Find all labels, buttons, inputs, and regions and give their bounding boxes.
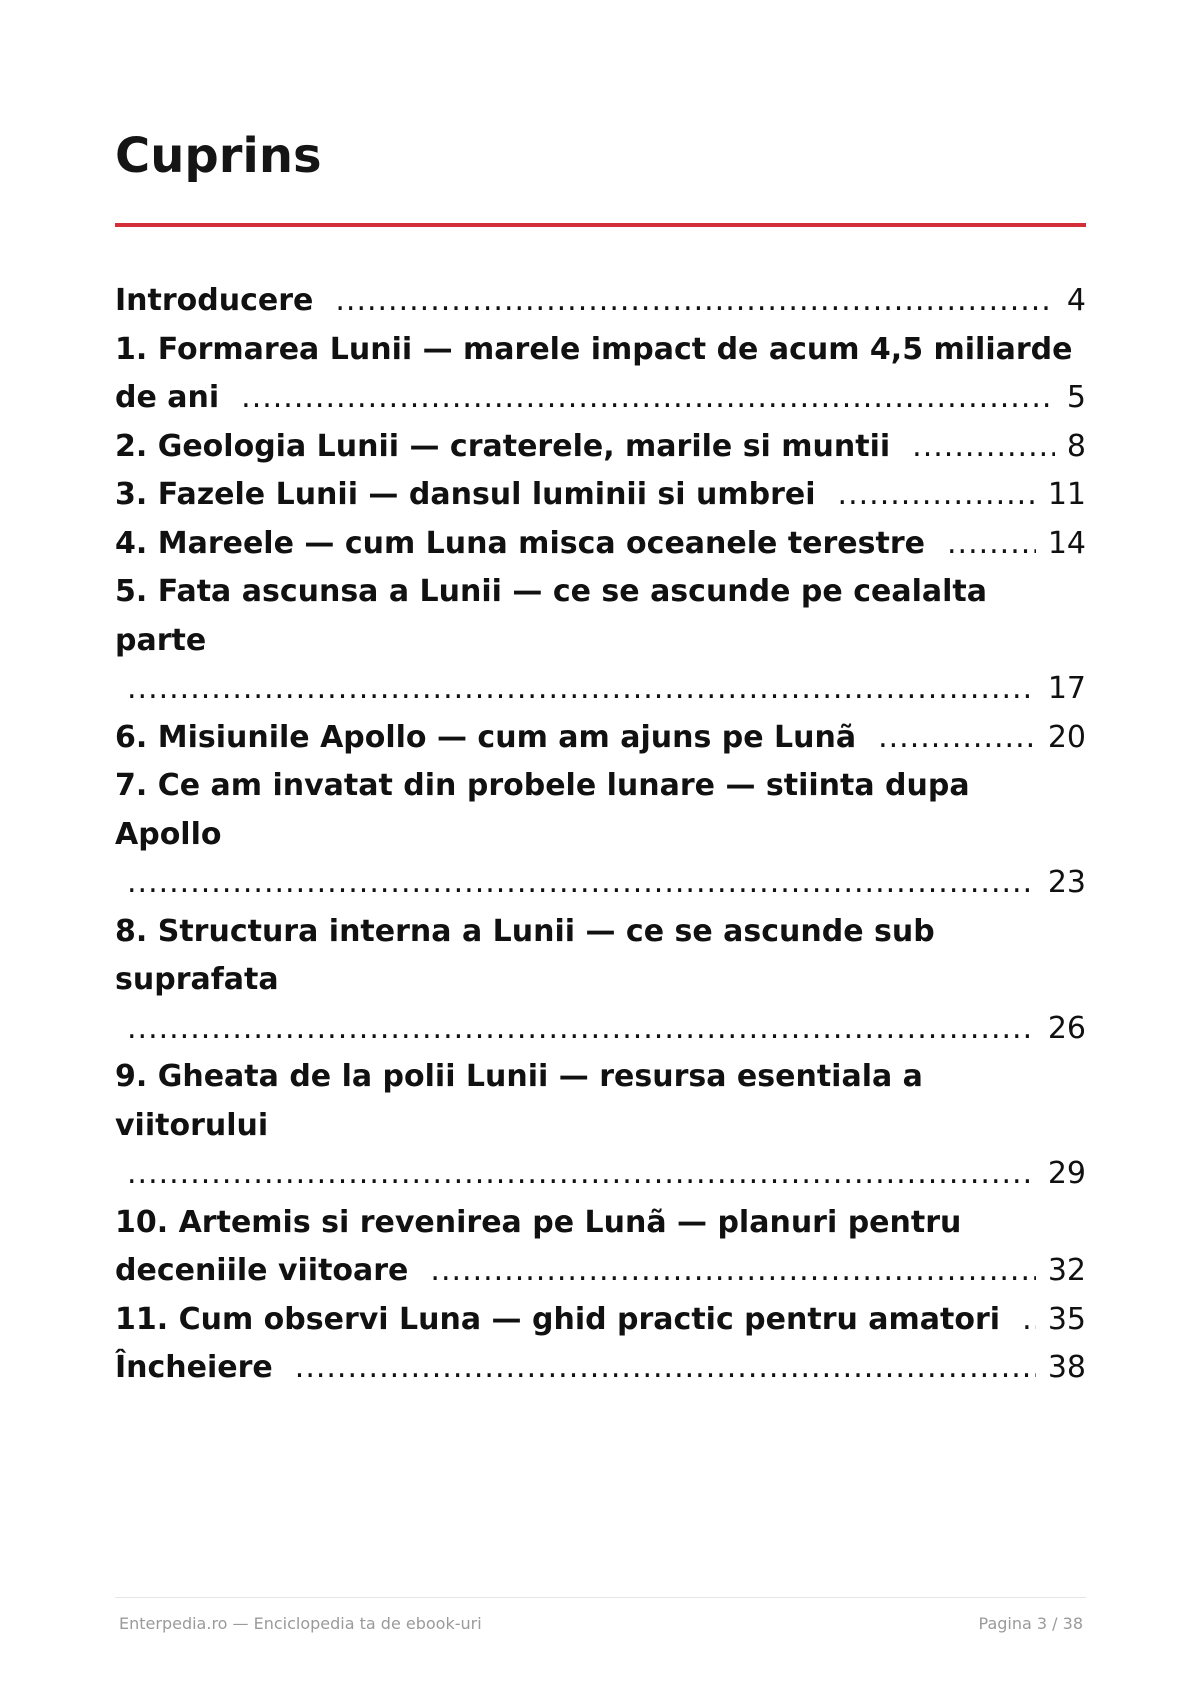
toc-entry-title-continuation: de ani — [115, 380, 220, 415]
toc-entry-title: 7. Ce am invatat din probele lunare — stiinta dupa Apollo — [115, 768, 970, 852]
toc-entry-chapter-10[interactable] — [115, 1199, 1086, 1296]
dot-leader — [947, 520, 1036, 569]
toc-entry-chapter-6[interactable] — [115, 714, 1086, 763]
table-of-contents — [115, 277, 1086, 1393]
toc-page-number: 32 — [1047, 1253, 1086, 1288]
dot-leader — [295, 1344, 1036, 1393]
toc-entry-chapter-3[interactable] — [115, 471, 1086, 520]
dot-leader — [430, 1247, 1035, 1296]
dot-leader — [241, 374, 1055, 423]
title-divider — [115, 223, 1086, 227]
page-title: Cuprins — [115, 128, 322, 184]
dot-leader — [127, 1150, 1036, 1199]
toc-page-number: 20 — [1047, 719, 1086, 755]
toc-page-number: 11 — [1047, 477, 1086, 512]
dot-leader — [912, 423, 1055, 472]
toc-entry-title: 2. Geologia Lunii — craterele, marile si muntii — [115, 428, 891, 464]
toc-entry-chapter-11[interactable] — [115, 1296, 1086, 1345]
dot-leader — [335, 277, 1055, 326]
toc-entry-introducere[interactable] — [115, 277, 1086, 326]
toc-entry-title: 11. Cum observi Luna — ghid practic pentru amatori — [115, 1301, 1001, 1337]
toc-entry-title: Încheiere — [115, 1350, 273, 1385]
toc-page-number: 17 — [1047, 671, 1086, 706]
toc-entry-title: 4. Mareele — cum Luna misca oceanele terestre — [115, 525, 925, 561]
toc-entry-chapter-5[interactable] — [115, 568, 1086, 714]
toc-entry-chapter-9[interactable] — [115, 1053, 1086, 1199]
toc-entry-title: 1. Formarea Lunii — marele impact de acum 4,5 miliarde — [115, 331, 1073, 367]
toc-entry-chapter-1[interactable] — [115, 326, 1086, 423]
toc-page-number: 23 — [1047, 865, 1086, 900]
toc-entry-title: 8. Structura interna a Lunii — ce se ascunde sub suprafata — [115, 913, 935, 997]
toc-entry-chapter-2[interactable] — [115, 423, 1086, 472]
toc-page-number: 35 — [1047, 1301, 1086, 1337]
toc-entry-title: 6. Misiunile Apollo — cum am ajuns pe Lunã — [115, 719, 857, 755]
dot-leader — [127, 1005, 1036, 1054]
toc-page-number: 4 — [1066, 283, 1086, 318]
dot-leader — [127, 859, 1036, 908]
toc-page-number: 14 — [1047, 525, 1086, 561]
toc-page-number: 29 — [1047, 1156, 1086, 1191]
dot-leader — [127, 665, 1036, 714]
toc-entry-title: 5. Fata ascunsa a Lunii — ce se ascunde pe cealalta parte — [115, 574, 987, 658]
toc-page-number: 5 — [1066, 380, 1086, 415]
footer-divider — [115, 1597, 1086, 1598]
toc-entry-incheiere[interactable] — [115, 1344, 1086, 1393]
toc-entry-chapter-7[interactable] — [115, 762, 1086, 908]
toc-entry-title: 10. Artemis si revenirea pe Lunã — planuri pentru — [115, 1204, 962, 1240]
toc-entry-chapter-8[interactable] — [115, 908, 1086, 1054]
dot-leader — [878, 714, 1036, 763]
toc-entry-title: 3. Fazele Lunii — dansul luminii si umbrei — [115, 477, 816, 512]
footer-page-indicator: Pagina 3 / 38 — [978, 1614, 1083, 1633]
dot-leader — [838, 471, 1036, 520]
dot-leader — [1022, 1296, 1036, 1345]
toc-entry-chapter-4[interactable] — [115, 520, 1086, 569]
toc-entry-title: Introducere — [115, 283, 314, 318]
toc-entry-title-continuation: deceniile viitoare — [115, 1253, 409, 1288]
toc-page-number: 26 — [1047, 1010, 1086, 1046]
toc-page-number: 38 — [1047, 1350, 1086, 1385]
toc-page-number: 8 — [1066, 428, 1086, 464]
toc-entry-title: 9. Gheata de la polii Lunii — resursa esentiala a viitorului — [115, 1059, 923, 1143]
footer-site-name: Enterpedia.ro — Enciclopedia ta de ebook-uri — [119, 1614, 482, 1633]
